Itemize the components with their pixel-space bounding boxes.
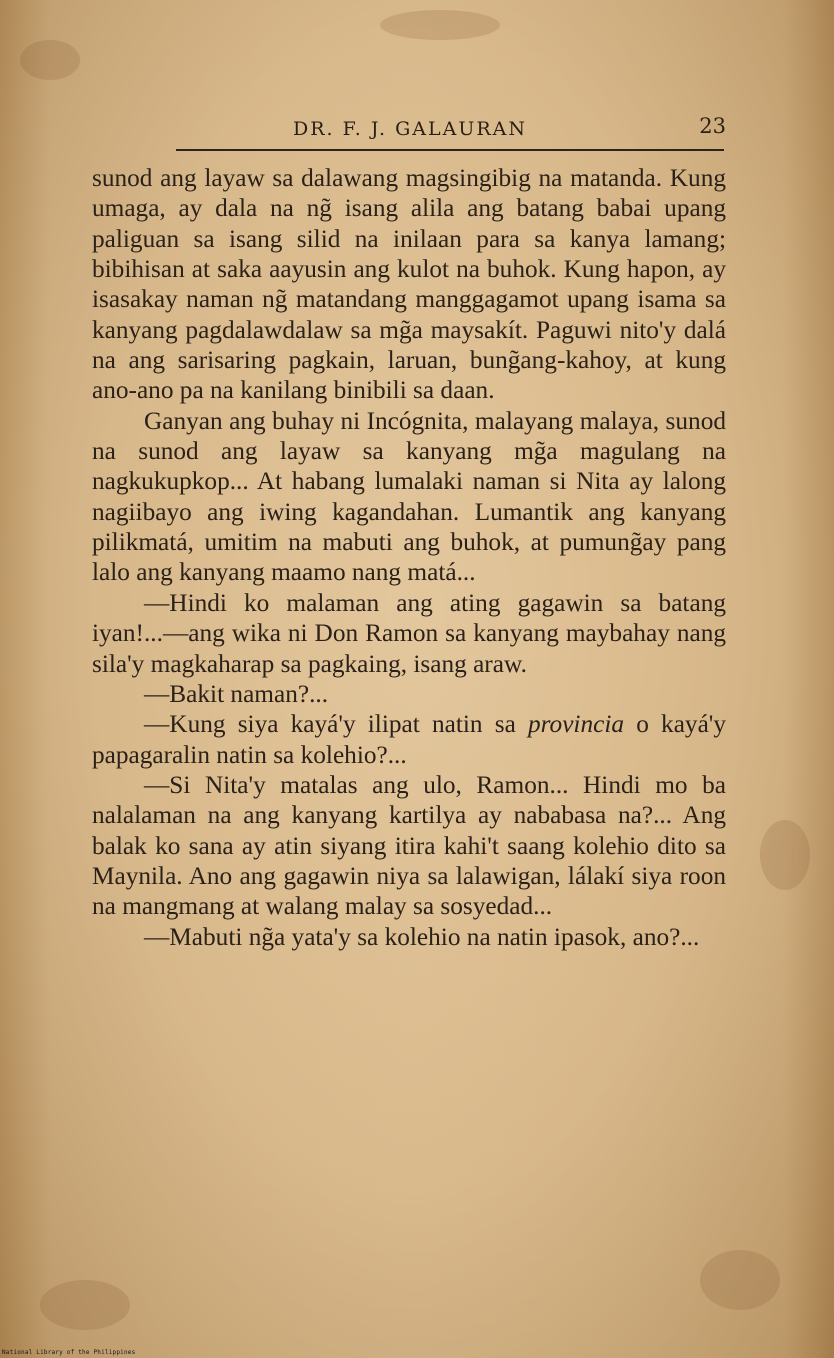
paragraph: —Bakit naman?... <box>144 679 329 708</box>
paper-stain <box>380 10 500 40</box>
paper-stain <box>20 40 80 80</box>
paper-stain <box>760 820 810 890</box>
body-text <box>92 163 726 952</box>
paragraph: —Mabuti ng̃a yata'y sa kolehio na natin ipasok, ano?... <box>144 922 700 951</box>
paper-stain <box>40 1280 130 1330</box>
paper-stain <box>700 1250 780 1310</box>
paragraph: —Si Nita'y matalas ang ulo, Ramon... Hindi mo ba nalalaman na ang kanyang kartilya ay nababasa na?... Ang balak ko sana ay atin siyang itira kahi't saang kolehio dito sa Maynila. Ano ang gagawin niya sa lalawigan, lálakí siya roon na mangmang at walang malay sa sosyedad... <box>92 770 726 921</box>
running-head: DR. F. J. GALAURAN <box>292 118 528 140</box>
paragraph <box>92 709 726 770</box>
header-rule <box>176 149 724 151</box>
paragraph: Ganyan ang buhay ni Incógnita, malayang malaya, sunod na sunod ang layaw sa kanyang mg̃a magulang na nagkukupkop... At habang lumalaki naman si Nita ay lalong nagiibayo ang iwing kagandahan. Lumantik ang kanyang pilikmatá, umitim na mabuti ang buhok, at pumung̃ay pang lalo ang kanyang maamo nang matá... <box>92 406 726 587</box>
paragraph: —Hindi ko malaman ang ating gagawin sa batang iyan!...—ang wika ni Don Ramon sa kanyang maybahay nang sila'y magkaharap sa pagkaing, isang araw. <box>92 588 726 678</box>
page-header <box>94 112 726 152</box>
paragraph-text: —Kung siya kayá'y ilipat natin sa <box>144 710 528 739</box>
paragraph-text: o kayá'y papagaralin natin sa kolehio?... <box>92 710 726 769</box>
paragraph: sunod ang layaw sa dalawang magsingibig na matanda. Kung umaga, ay dala na ng̃ isang alila ang batang babai upang paliguan sa isang silid na inilaan para sa kanya lamang; bibihisan at saka aayusin ang kulot na buhok. Kung hapon, ay isasakay naman ng̃ matandang manggagamot upang isama sa kanyang pagdalawdalaw sa mg̃a maysakít. Paguwi nito'y dalá na ang sarisaring pagkain, laruan, bung̃ang-kahoy, at kung ano-ano pa na kanilang binibili sa daan. <box>92 164 726 405</box>
scan-credit: National Library of the Philippines <box>2 1349 136 1356</box>
page-number: 23 <box>699 114 726 138</box>
emphasized-word: provincia <box>528 710 625 739</box>
